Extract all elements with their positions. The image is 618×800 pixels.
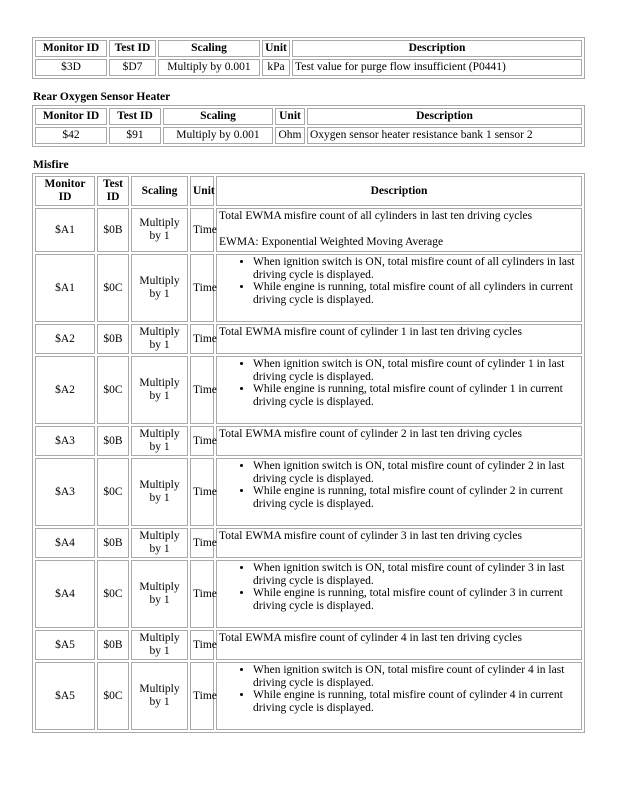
header-scaling: Scaling xyxy=(163,108,273,125)
cell-test-id: $0B xyxy=(97,208,129,252)
cell-test-id: $0C xyxy=(97,662,129,730)
bullet-item: • When ignition switch is ON, total misfire count of cylinder 4 in last driving cycle is displayed. xyxy=(253,664,579,689)
table-row xyxy=(35,560,582,628)
header-monitor-id: Monitor ID xyxy=(35,108,107,125)
cell-monitor-id: $A4 xyxy=(35,528,95,558)
cell-description: Total EWMA misfire count of cylinder 2 in last ten driving cycles xyxy=(216,426,582,456)
cell-scaling: Multiply by 1 xyxy=(131,208,188,252)
cell-monitor-id: $A2 xyxy=(35,324,95,354)
cell-test-id: $91 xyxy=(109,127,161,144)
cell-scaling: Multiply by 1 xyxy=(131,458,188,526)
cell-description xyxy=(216,356,582,424)
header-unit: Unit xyxy=(262,40,290,57)
cell-description: Total EWMA misfire count of cylinder 1 in last ten driving cycles xyxy=(216,324,582,354)
table-row xyxy=(35,458,582,526)
cell-unit: kPa xyxy=(262,59,290,76)
cell-unit: Time xyxy=(190,528,214,558)
cell-description: Oxygen sensor heater resistance bank 1 sensor 2 xyxy=(307,127,582,144)
cell-monitor-id: $A1 xyxy=(35,254,95,322)
cell-monitor-id: $A1 xyxy=(35,208,95,252)
cell-test-id: $0B xyxy=(97,630,129,660)
header-unit: Unit xyxy=(190,176,214,206)
cell-scaling: Multiply by 1 xyxy=(131,254,188,322)
bullet-item: • While engine is running, total misfire count of cylinder 1 in current driving cycle is displayed. xyxy=(253,383,579,408)
cell-test-id: $0B xyxy=(97,426,129,456)
bullet-item: • When ignition switch is ON, total misfire count of cylinder 3 in last driving cycle is displayed. xyxy=(253,562,579,587)
cell-test-id: $0B xyxy=(97,324,129,354)
bullet-list xyxy=(219,460,579,510)
cell-unit: Time xyxy=(190,560,214,628)
bullet-item: • While engine is running, total misfire count of cylinder 3 in current driving cycle is displayed. xyxy=(253,587,579,612)
header-description: Description xyxy=(292,40,582,57)
header-scaling: Scaling xyxy=(158,40,260,57)
table-header-row xyxy=(35,176,582,206)
bullet-item: • When ignition switch is ON, total misfire count of cylinder 2 in last driving cycle is displayed. xyxy=(253,460,579,485)
cell-description: Total EWMA misfire count of cylinder 3 in last ten driving cycles xyxy=(216,528,582,558)
ewma-note: EWMA: Exponential Weighted Moving Average xyxy=(219,236,444,248)
cell-unit: Time xyxy=(190,662,214,730)
header-test-id: Test ID xyxy=(109,40,156,57)
cell-monitor-id: $A5 xyxy=(35,630,95,660)
bullet-list xyxy=(219,562,579,612)
section-title-rear-oxygen: Rear Oxygen Sensor Heater xyxy=(33,91,171,103)
cell-description xyxy=(216,458,582,526)
cell-unit: Time xyxy=(190,208,214,252)
bullet-item: • When ignition switch is ON, total misfire count of cylinder 1 in last driving cycle is displayed. xyxy=(253,358,579,383)
header-unit: Unit xyxy=(275,108,305,125)
table-row xyxy=(35,528,582,558)
header-test-id: Test ID xyxy=(97,176,129,206)
cell-scaling: Multiply by 0.001 xyxy=(158,59,260,76)
cell-monitor-id: $A3 xyxy=(35,458,95,526)
header-test-id: Test ID xyxy=(109,108,161,125)
table-row xyxy=(35,324,582,354)
cell-test-id: $0C xyxy=(97,458,129,526)
table-row xyxy=(35,662,582,730)
table-row xyxy=(35,254,582,322)
header-monitor-id: Monitor ID xyxy=(35,176,95,206)
header-scaling: Scaling xyxy=(131,176,188,206)
cell-scaling: Multiply by 1 xyxy=(131,560,188,628)
cell-description: Total EWMA misfire count of cylinder 4 in last ten driving cycles xyxy=(216,630,582,660)
cell-description: Test value for purge flow insufficient (P0441) xyxy=(292,59,582,76)
cell-unit: Time xyxy=(190,458,214,526)
cell-test-id: $0C xyxy=(97,356,129,424)
table-row xyxy=(35,208,582,252)
table-row xyxy=(35,356,582,424)
purge-flow-table xyxy=(32,37,585,79)
cell-monitor-id: $A4 xyxy=(35,560,95,628)
table-header-row xyxy=(35,40,582,57)
cell-unit: Time xyxy=(190,630,214,660)
cell-unit: Time xyxy=(190,254,214,322)
cell-unit: Time xyxy=(190,356,214,424)
cell-monitor-id: $42 xyxy=(35,127,107,144)
cell-monitor-id: $A2 xyxy=(35,356,95,424)
rear-oxygen-table xyxy=(32,105,585,147)
cell-scaling: Multiply by 0.001 xyxy=(163,127,273,144)
cell-description xyxy=(216,208,582,252)
table-row xyxy=(35,127,582,144)
bullet-item: • While engine is running, total misfire count of all cylinders in current driving cycle is displayed. xyxy=(253,281,579,306)
cell-test-id: $0B xyxy=(97,528,129,558)
cell-scaling: Multiply by 1 xyxy=(131,662,188,730)
cell-scaling: Multiply by 1 xyxy=(131,324,188,354)
cell-description xyxy=(216,254,582,322)
table-row xyxy=(35,426,582,456)
bullet-item: • While engine is running, total misfire count of cylinder 2 in current driving cycle is displayed. xyxy=(253,485,579,510)
cell-description xyxy=(216,662,582,730)
description-text: Total EWMA misfire count of all cylinders in last ten driving cycles xyxy=(219,210,533,222)
cell-scaling: Multiply by 1 xyxy=(131,630,188,660)
cell-test-id: $0C xyxy=(97,560,129,628)
cell-monitor-id: $3D xyxy=(35,59,107,76)
cell-monitor-id: $A5 xyxy=(35,662,95,730)
cell-scaling: Multiply by 1 xyxy=(131,528,188,558)
cell-test-id: $D7 xyxy=(109,59,156,76)
cell-scaling: Multiply by 1 xyxy=(131,426,188,456)
cell-unit: Time xyxy=(190,324,214,354)
bullet-list xyxy=(219,664,579,714)
table-row xyxy=(35,630,582,660)
cell-monitor-id: $A3 xyxy=(35,426,95,456)
table-header-row xyxy=(35,108,582,125)
header-monitor-id: Monitor ID xyxy=(35,40,107,57)
bullet-item: • When ignition switch is ON, total misfire count of all cylinders in last driving cycle is displayed. xyxy=(253,256,579,281)
cell-test-id: $0C xyxy=(97,254,129,322)
misfire-table xyxy=(32,173,585,733)
bullet-item: • While engine is running, total misfire count of cylinder 4 in current driving cycle is displayed. xyxy=(253,689,579,714)
bullet-list xyxy=(219,358,579,408)
bullet-list xyxy=(219,256,579,306)
cell-scaling: Multiply by 1 xyxy=(131,356,188,424)
table-row xyxy=(35,59,582,76)
header-description: Description xyxy=(216,176,582,206)
cell-description xyxy=(216,560,582,628)
header-description: Description xyxy=(307,108,582,125)
cell-unit: Time xyxy=(190,426,214,456)
cell-unit: Ohm xyxy=(275,127,305,144)
section-title-misfire: Misfire xyxy=(33,159,69,171)
